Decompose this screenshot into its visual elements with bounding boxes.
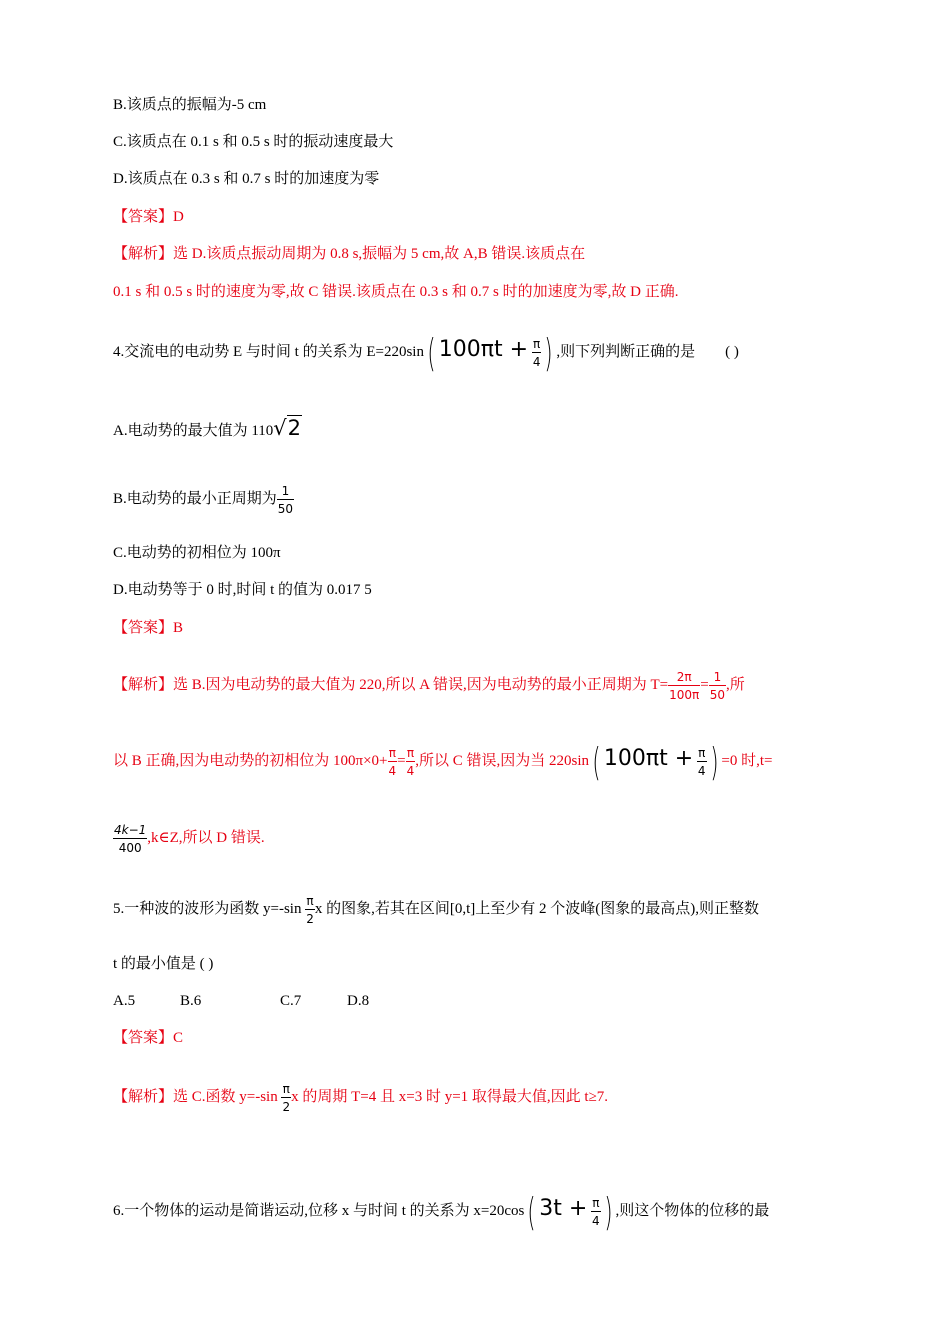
q5-analysis <box>113 1074 608 1120</box>
q5-answer: 【答案】C <box>113 1030 184 1046</box>
q6-stem <box>113 1188 770 1234</box>
q4-expr: 100πt + <box>438 337 529 362</box>
q4-analysis-line-3 <box>113 816 265 860</box>
q4-frac-2pi-100pi: $\frac{2\pi}{100\pi}$ <box>669 669 700 702</box>
q4-option-b <box>113 478 294 520</box>
q4-left-paren: ( <box>427 330 436 375</box>
q4-stem <box>113 330 739 375</box>
q4-analysis-right-paren: ) <box>709 739 719 784</box>
q4-option-b-fraction: $\frac{1}{50}$ <box>277 483 294 516</box>
q4-frac-pi-4-a: $\frac{\pi}{4}$ <box>388 745 397 778</box>
q4-right-paren: ) <box>544 330 553 375</box>
q4-option-a <box>113 414 302 442</box>
q4-analysis-expr: 100πt + <box>603 746 694 771</box>
q3-option-c: C.该质点在 0.1 s 和 0.5 s 时的振动速度最大 <box>113 134 394 150</box>
q6-pi-over-4: $\frac{\pi}{4}$ <box>592 1195 600 1228</box>
q6-stem-b: ,则这个物体的位移的最 <box>615 1203 770 1219</box>
q4-analysis-line-2 <box>113 737 773 784</box>
q4-analysis-line-1 <box>113 664 745 706</box>
q5-stem-a: 5.一种波的波形为函数 y=-sin <box>113 901 302 917</box>
q5-option-a: A.5 <box>113 993 136 1009</box>
q5-option-c: C.7 <box>280 993 302 1009</box>
q4-option-b-text: B.电动势的最小正周期为 <box>113 491 277 507</box>
q5-analysis-frac-pi-2: $\frac{\pi}{2}$ <box>282 1081 291 1114</box>
q4-frac-pi-4-b: $\frac{\pi}{4}$ <box>406 745 415 778</box>
q6-stem-a: 6.一个物体的运动是简谐运动,位移 x 与时间 t 的关系为 x=20cos <box>113 1203 525 1219</box>
q5-stem-b: x 的图象,若其在区间[0,t]上至少有 2 个波峰(图象的最高点),则正整数 <box>314 901 760 917</box>
q5-stem-line-2: t 的最小值是 ( ) <box>113 956 214 972</box>
q3-answer: 【答案】D <box>113 209 184 225</box>
q5-analysis-b: x 的周期 T=4 且 x=3 时 y=1 取得最大值,因此 t≥7. <box>291 1089 609 1105</box>
q6-left-paren: ( <box>527 1189 536 1234</box>
q3-option-b: B.该质点的振幅为-5 cm <box>113 97 267 113</box>
q4-analysis-2c: ,所以 C 错误,因为当 220sin <box>415 753 590 769</box>
q4-analysis-1c: ,所 <box>726 677 745 693</box>
q4-analysis-1a: 【解析】选 B.因为电动势的最大值为 220,所以 A 错误,因为电动势的最小正周期为 T= <box>113 677 669 693</box>
q4-analysis-2a: 以 B 正确,因为电动势的初相位为 100π×0+ <box>113 753 388 769</box>
q3-analysis-line-2: 0.1 s 和 0.5 s 时的速度为零,故 C 错误.该质点在 0.3 s 和 0.7 s 时的加速度为零,故 D 正确. <box>113 284 679 300</box>
q4-answer: 【答案】B <box>113 620 184 636</box>
q4-analysis-3: ,k∈Z,所以 D 错误. <box>147 830 265 846</box>
q4-option-a-text: A.电动势的最大值为 110 <box>113 423 274 439</box>
q5-options <box>113 991 369 1011</box>
q3-analysis-line-1: 【解析】选 D.该质点振动周期为 0.8 s,振幅为 5 cm,故 A,B 错误.该质点在 <box>113 246 586 262</box>
q4-stem-text: 4.交流电的电动势 E 与时间 t 的关系为 E=220sin <box>113 344 424 360</box>
q4-frac-1-50: $\frac{1}{50}$ <box>709 669 726 702</box>
q5-option-d: D.8 <box>347 993 370 1009</box>
q4-stem-tail: ,则下列判断正确的是 <box>556 344 696 360</box>
q4-answer-blank: ( ) <box>725 344 739 360</box>
q4-analysis-2d: =0 时,t= <box>721 753 773 769</box>
q4-analysis-left-paren: ( <box>592 739 601 784</box>
q4-analysis-pi-over-4: $\frac{\pi}{4}$ <box>697 745 706 778</box>
q3-option-d: D.该质点在 0.3 s 和 0.7 s 时的加速度为零 <box>113 171 380 187</box>
q6-right-paren: ) <box>603 1189 613 1234</box>
q4-frac-k: $\frac{4k-1}{400}$ <box>114 822 147 855</box>
q5-option-b: B.6 <box>180 993 202 1009</box>
q5-frac-pi-2: $\frac{\pi}{2}$ <box>306 893 314 926</box>
q5-analysis-a: 【解析】选 C.函数 y=-sin <box>113 1089 278 1105</box>
q6-expr: 3t + <box>539 1196 588 1221</box>
q4-option-c: C.电动势的初相位为 100π <box>113 545 281 561</box>
q4-analysis-2b: = <box>397 753 406 769</box>
q4-pi-over-4: $\frac{\pi}{4}$ <box>532 336 541 369</box>
q5-stem-line-1 <box>113 886 759 932</box>
q4-option-d: D.电动势等于 0 时,时间 t 的值为 0.017 5 <box>113 582 372 598</box>
q4-analysis-1b: = <box>700 677 709 693</box>
q4-sqrt: √2 <box>273 416 302 440</box>
